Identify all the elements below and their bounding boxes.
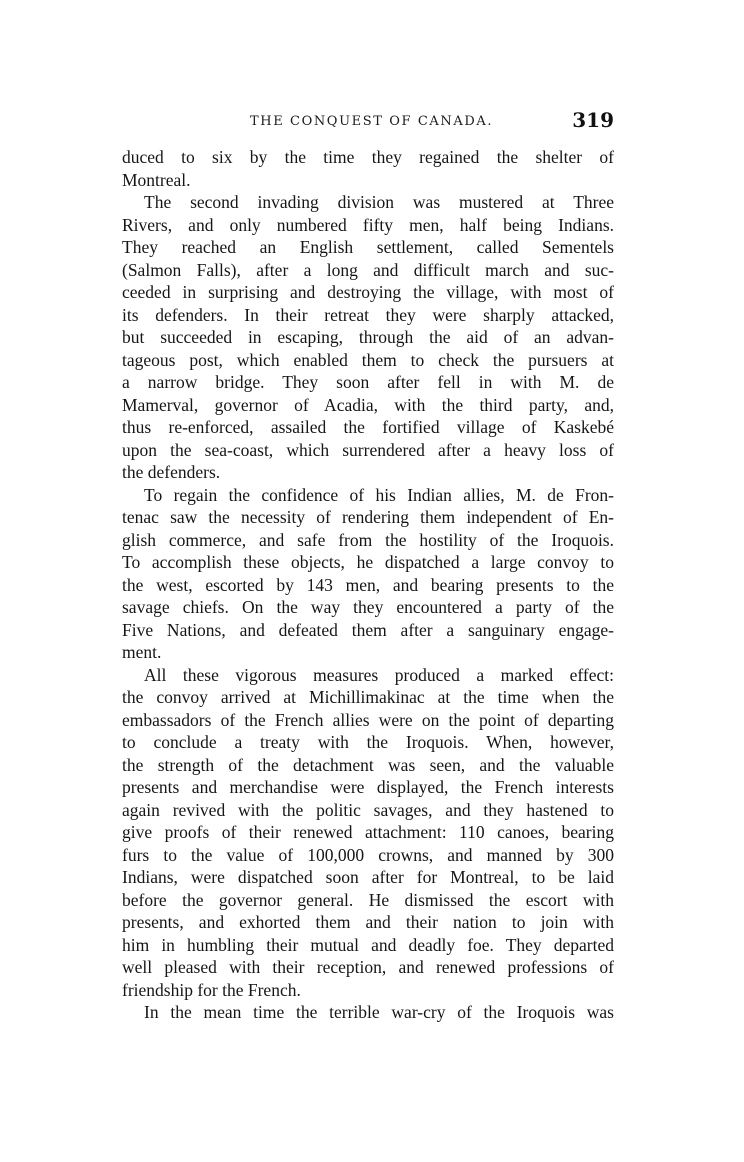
text-line: thus re-enforced, assailed the fortified village of Kaskebé: [122, 417, 614, 437]
body-text: [122, 146, 614, 1024]
text-line: furs to the value of 100,000 crowns, and manned by 300: [122, 844, 614, 865]
text-line: but succeeded in escaping, through the aid of an advan-: [122, 327, 614, 347]
text-line: In the mean time the terrible war-cry of the Iroquois was: [144, 1002, 614, 1022]
text-line: embassadors of the French allies were on the point of departing: [122, 709, 614, 730]
text-line: the west, escorted by 143 men, and bearing presents to the: [122, 574, 614, 595]
text-line: Five Nations, and defeated them after a sanguinary engage-: [122, 619, 614, 640]
text-line: To regain the confidence of his Indian allies, M. de Fron-: [144, 484, 614, 505]
text-line: ceeded in surprising and destroying the village, with most of: [122, 282, 614, 302]
text-line: to conclude a treaty with the Iroquois. When, however,: [122, 732, 614, 752]
text-line: give proofs of their renewed attachment: 110 canoes, bearing: [122, 822, 614, 842]
text-line: before the governor general. He dismissed the escort with: [122, 889, 614, 910]
text-line: They reached an English settlement, called Sementels: [122, 237, 614, 257]
text-line: presents, and exhorted them and their nation to join with: [122, 912, 614, 932]
text-line: All these vigorous measures produced a marked effect:: [144, 664, 614, 685]
page-number: 319: [572, 108, 614, 132]
text-line: The second invading division was mustered at Three: [144, 192, 614, 212]
text-line: savage chiefs. On the way they encountered a party of the: [122, 597, 614, 617]
text-line: tenac saw the necessity of rendering them independent of En-: [122, 507, 614, 527]
text-line: friendship for the French.: [122, 979, 301, 1000]
text-line: duced to six by the time they regained the shelter of: [122, 147, 614, 167]
text-line: glish commerce, and safe from the hostility of the Iroquois.: [122, 529, 614, 550]
text-line: Indians, were dispatched soon after for Montreal, to be laid: [122, 867, 614, 887]
text-line: a narrow bridge. They soon after fell in with M. de: [122, 372, 614, 392]
text-line: To accomplish these objects, he dispatched a large convoy to: [122, 552, 614, 572]
text-line: tageous post, which enabled them to check the pursuers at: [122, 349, 614, 370]
text-line: Rivers, and only numbered fifty men, half being Indians.: [122, 214, 614, 235]
text-line: well pleased with their reception, and renewed professions of: [122, 957, 614, 977]
text-line: its defenders. In their retreat they were sharply attacked,: [122, 304, 614, 325]
text-line: him in humbling their mutual and deadly foe. They departed: [122, 934, 614, 955]
text-line: (Salmon Falls), after a long and difficult march and suc-: [122, 259, 614, 280]
page-header: [122, 108, 614, 138]
text-line: Montreal.: [122, 169, 191, 190]
text-line: ment.: [122, 642, 162, 662]
text-line: presents and merchandise were displayed, the French interests: [122, 777, 614, 797]
text-line: again revived with the politic savages, and they hastened to: [122, 799, 614, 820]
text-line: the strength of the detachment was seen, and the valuable: [122, 754, 614, 775]
text-line: the convoy arrived at Michillimakinac at the time when the: [122, 687, 614, 707]
text-line: upon the sea-coast, which surrendered after a heavy loss of: [122, 439, 614, 460]
running-title: THE CONQUEST OF CANADA.: [250, 114, 494, 129]
text-line: Mamerval, governor of Acadia, with the third party, and,: [122, 394, 614, 415]
text-line: the defenders.: [122, 462, 221, 482]
